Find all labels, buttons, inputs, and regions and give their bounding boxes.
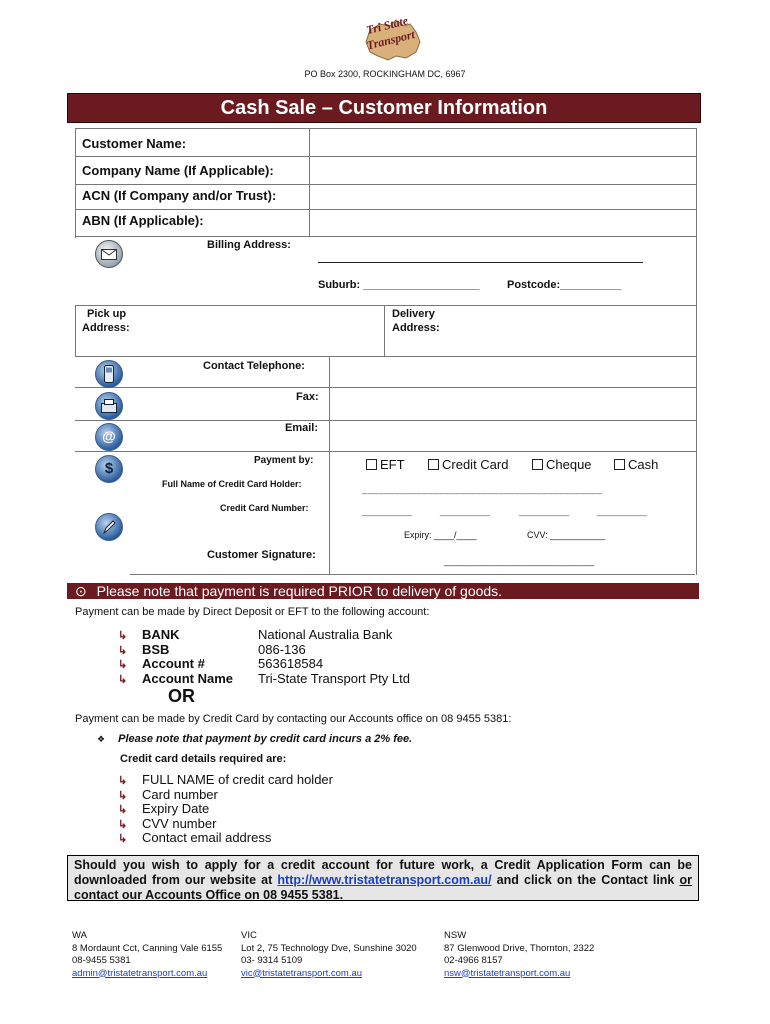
detail-item: Contact email address (142, 830, 272, 845)
credit-account-text-2: and click on the Contact link (491, 873, 680, 887)
card-number-group: __________ (440, 506, 491, 516)
payment-by-label: Payment by: (254, 455, 314, 466)
office-state: WA (72, 930, 87, 941)
card-number-group: __________ (519, 506, 570, 516)
payment-option-eft[interactable] (366, 457, 405, 472)
cvv-label: CVV: ___________ (527, 530, 606, 540)
bank-details (118, 627, 410, 685)
bsb-value: 086-136 (258, 641, 306, 657)
abn-label: ABN (If Applicable): (82, 213, 204, 228)
arrow-bullet-icon: ↳ (118, 673, 128, 686)
payment-notice (67, 583, 699, 599)
signature-label: Customer Signature: (207, 549, 316, 561)
detail-item: Card number (142, 786, 218, 802)
notice-icon: ⊙ (75, 583, 87, 599)
credit-card-checkbox[interactable] (428, 459, 439, 470)
arrow-bullet-icon: ↳ (118, 789, 128, 802)
bank-value: National Australia Bank (258, 627, 393, 642)
account-name-label: Account Name (142, 670, 234, 686)
diamond-bullet-icon: ❖ (97, 734, 106, 744)
postcode-label: Postcode:__________ (507, 279, 622, 291)
credit-account-text-1: Should you wish to apply for a credit account for future work, a Credit Application Form can be downloaded from our website at (74, 858, 692, 887)
bsb-label: BSB (142, 641, 170, 657)
arrow-bullet-icon: ↳ (118, 630, 128, 642)
office-address: Lot 2, 75 Technology Dve, Sunshine 3020 (241, 942, 417, 954)
fax-label: Fax: (296, 391, 319, 403)
office-phone: 03- 9314 5109 (241, 955, 303, 966)
details-heading: Credit card details required are: (120, 753, 287, 765)
payment-option-cheque[interactable] (532, 457, 592, 472)
pickup-label: Pick up (87, 308, 127, 320)
company-name-label: Company Name (If Applicable): (82, 163, 274, 178)
card-holder-line: ____________________________________________ (362, 484, 603, 494)
or-divider: OR (168, 686, 195, 706)
signature-line: ___________________________ (444, 556, 595, 567)
account-number-label: Account # (142, 656, 205, 671)
office-email-link[interactable]: admin@tristatetransport.com.au (72, 967, 208, 979)
credit-card-intro: Payment can be made by Credit Card by contacting our Accounts office on 08 9455 5381: (75, 713, 512, 725)
card-number-group: __________ (597, 506, 648, 516)
delivery-label-2: Address: (392, 322, 440, 334)
company-logo (340, 12, 436, 68)
acn-label: ACN (If Company and/or Trust): (82, 188, 277, 203)
billing-address-line (318, 262, 643, 263)
website-link[interactable]: http://www.tristatetransport.com.au/ (277, 873, 492, 887)
eft-checkbox[interactable] (366, 459, 377, 470)
payment-option-cash[interactable] (614, 457, 658, 472)
telephone-label: Contact Telephone: (203, 360, 305, 372)
billing-address-label: Billing Address: (207, 239, 291, 251)
footer-office-nsw (444, 930, 594, 980)
card-number-label: Credit Card Number: (220, 503, 309, 513)
fee-note-text: Please note that payment by credit card incurs a 2% fee. (118, 733, 413, 745)
postal-address: PO Box 2300, ROCKINGHAM DC, 6967 (304, 69, 466, 79)
office-address: 87 Glenwood Drive, Thornton, 2322 (444, 942, 595, 954)
credit-account-text-3: contact our Accounts Office on 08 9455 5381. (74, 888, 344, 902)
cash-label: Cash (628, 457, 659, 472)
office-phone: 08-9455 5381 (72, 955, 131, 966)
footer-office-wa (72, 930, 222, 980)
detail-item: FULL NAME of credit card holder (142, 772, 333, 787)
account-number-value: 563618584 (258, 656, 324, 671)
footer-office-vic (241, 930, 417, 980)
card-holder-label: Full Name of Credit Card Holder: (162, 479, 302, 489)
email-label: Email: (285, 422, 319, 434)
arrow-bullet-icon: ↳ (118, 775, 128, 787)
office-state: NSW (444, 930, 467, 941)
card-details-list (118, 772, 333, 845)
pickup-label-2: Address: (82, 322, 130, 334)
eft-label: EFT (380, 457, 405, 472)
notice-text: Please note that payment is required PRIOR to delivery of goods. (96, 583, 503, 599)
detail-item: CVV number (142, 815, 217, 831)
office-address: 8 Mordaunt Cct, Canning Vale 6155 (72, 942, 223, 954)
payment-option-credit-card[interactable] (428, 457, 508, 472)
detail-item: Expiry Date (142, 801, 210, 816)
credit-card-label: Credit Card (442, 457, 509, 472)
suburb-label: Suburb: ___________________ (318, 279, 480, 291)
office-phone: 02-4966 8157 (444, 955, 503, 966)
card-number-group: __________ (362, 506, 413, 516)
cheque-label: Cheque (546, 457, 592, 472)
deposit-intro: Payment can be made by Direct Deposit or EFT to the following account: (75, 606, 430, 618)
cheque-checkbox[interactable] (532, 459, 543, 470)
page-title: Cash Sale – Customer Information (67, 93, 701, 123)
credit-account-box (67, 855, 699, 901)
arrow-bullet-icon: ↳ (118, 659, 128, 671)
arrow-bullet-icon: ↳ (118, 818, 128, 831)
office-email-link[interactable]: vic@tristatetransport.com.au (241, 967, 363, 979)
credit-account-or: or (679, 873, 693, 887)
office-email-link[interactable]: nsw@tristatetransport.com.au (444, 967, 571, 979)
arrow-bullet-icon: ↳ (118, 833, 128, 845)
expiry-label: Expiry: ____/____ (404, 530, 477, 540)
account-name-value: Tri-State Transport Pty Ltd (258, 670, 410, 686)
bank-label: BANK (142, 627, 180, 642)
office-state: VIC (241, 930, 257, 941)
fee-note (97, 733, 412, 745)
arrow-bullet-icon: ↳ (118, 804, 128, 816)
delivery-label: Delivery (392, 308, 435, 320)
arrow-bullet-icon: ↳ (118, 644, 128, 657)
cash-checkbox[interactable] (614, 459, 625, 470)
customer-name-label: Customer Name: (82, 136, 187, 151)
logo-text: Tri State Transport (364, 13, 417, 53)
